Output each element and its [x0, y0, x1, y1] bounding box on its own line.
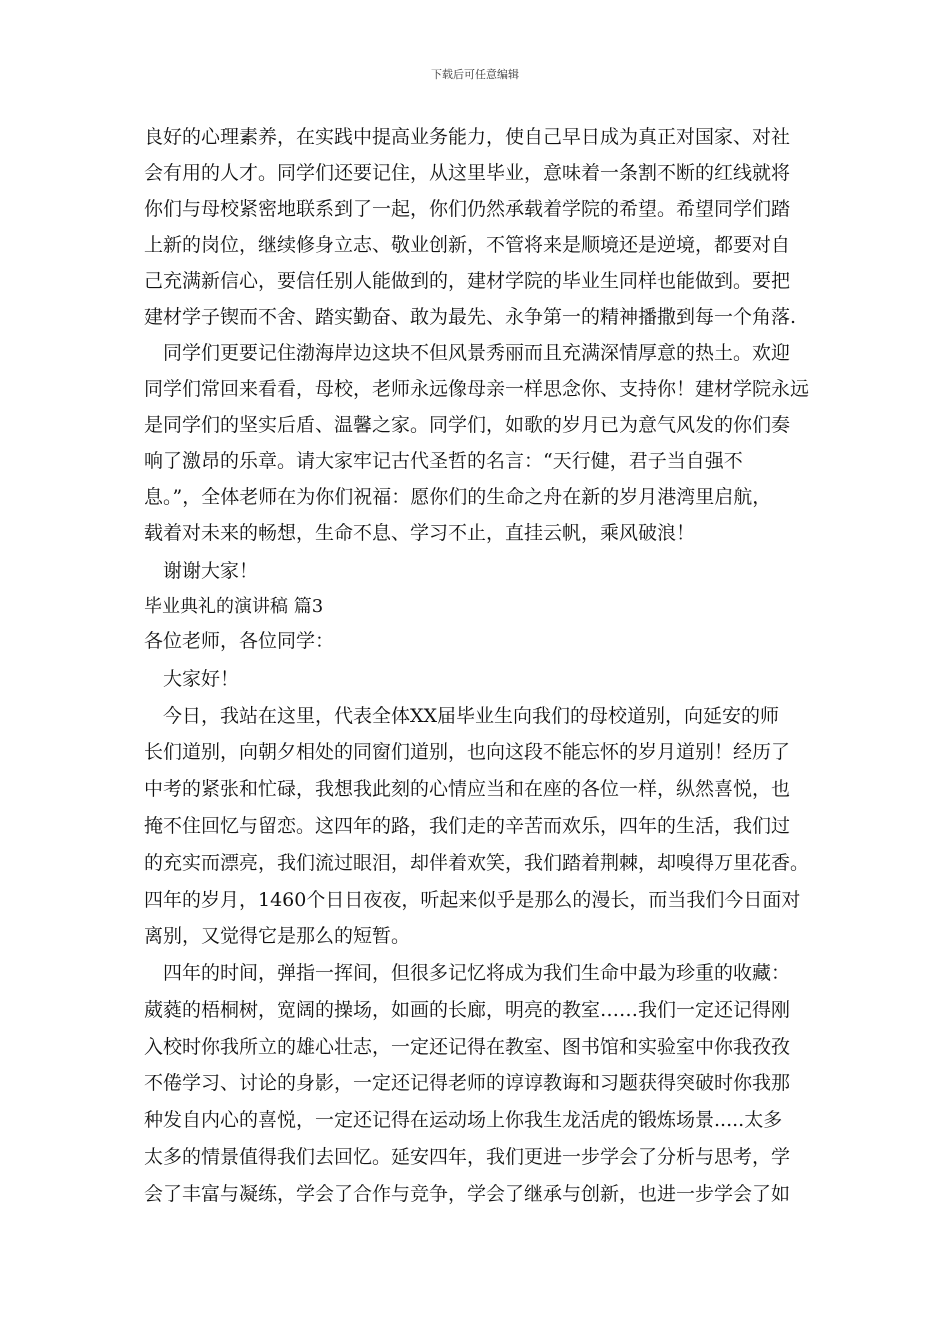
- text-line: 长们道别，向朝夕相处的同窗们道别，也向这段不能忘怀的岁月道别！经历了: [144, 741, 791, 763]
- text-line: 四年的时间，弹指一挥间，但很多记忆将成为我们生命中最为珍重的收藏：: [144, 962, 791, 984]
- text-line: 同学们常回来看看，母校，老师永远像母亲一样思念你、支持你！建材学院永远: [144, 378, 810, 400]
- text-line: 会了丰富与凝练，学会了合作与竞争，学会了继承与创新，也进一步学会了如: [144, 1183, 791, 1205]
- text-line: 掩不住回忆与留恋。这四年的路，我们走的辛苦而欢乐，四年的生活，我们过: [144, 815, 791, 837]
- text-line: 会有用的人才。同学们还要记住，从这里毕业，意味着一条割不断的红线就将: [144, 162, 791, 184]
- text-line: 息。”，全体老师在为你们祝福：愿你们的生命之舟在新的岁月港湾里启航，: [144, 486, 772, 508]
- text-line: 的充实而漂亮，我们流过眼泪，却伴着欢笑，我们踏着荆棘，却嗅得万里花香。: [144, 852, 810, 874]
- text-line: 种发自内心的喜悦，一定还记得在运动场上你我生龙活虎的锻炼场景.....太多: [144, 1109, 783, 1131]
- text-line: 葳蕤的梧桐树，宽阔的操场，如画的长廊，明亮的教室……我们一定还记得刚: [144, 999, 791, 1021]
- text-line: 己充满新信心，要信任别人能做到的，建材学院的毕业生同样也能做到。要把: [144, 270, 791, 292]
- text-line: 今日，我站在这里，代表全体XX届毕业生向我们的母校道别，向延安的师: [144, 705, 780, 727]
- text-line: 是同学们的坚实后盾、温馨之家。同学们，如歌的岁月已为意气风发的你们奏: [144, 414, 791, 436]
- text-line: 入校时你我所立的雄心壮志，一定还记得在教室、图书馆和实验室中你我孜孜: [144, 1036, 791, 1058]
- section-heading: 毕业典礼的演讲稿 篇3: [144, 596, 324, 617]
- text-line: 你们与母校紧密地联系到了一起，你们仍然承载着学院的希望。希望同学们踏: [144, 198, 791, 220]
- text-line: 响了激昂的乐章。请大家牢记古代圣哲的名言：“天行健，君子当自强不: [144, 450, 743, 472]
- text-line: 同学们更要记住渤海岸边这块不但风景秀丽而且充满深情厚意的热土。欢迎: [144, 342, 791, 364]
- text-line: 四年的岁月，1460个日日夜夜，听起来似乎是那么的漫长，而当我们今日面对: [144, 889, 801, 911]
- text-line: 建材学子锲而不舍、踏实勤奋、敢为最先、永争第一的精神播撒到每一个角落.: [144, 306, 797, 328]
- text-line: 各位老师，各位同学：: [144, 630, 335, 652]
- text-line: 离别，又觉得它是那么的短暂。: [144, 925, 411, 947]
- text-line: 大家好！: [144, 668, 240, 690]
- text-line: 太多的情景值得我们去回忆。延安四年，我们更进一步学会了分析与思考，学: [144, 1146, 791, 1168]
- page-header: 下载后可任意编辑: [431, 68, 519, 81]
- text-line: 良好的心理素养，在实践中提高业务能力，使自己早日成为真正对国家、对社: [144, 126, 791, 148]
- text-line: 谢谢大家！: [144, 560, 259, 582]
- text-line: 不倦学习、讨论的身影，一定还记得老师的谆谆教诲和习题获得突破时你我那: [144, 1072, 791, 1094]
- text-line: 载着对未来的畅想，生命不息、学习不止，直挂云帆，乘风破浪！: [144, 522, 696, 544]
- text-line: 中考的紧张和忙碌，我想我此刻的心情应当和在座的各位一样，纵然喜悦，也: [144, 778, 791, 800]
- text-line: 上新的岗位，继续修身立志、敬业创新，不管将来是顺境还是逆境，都要对自: [144, 234, 791, 256]
